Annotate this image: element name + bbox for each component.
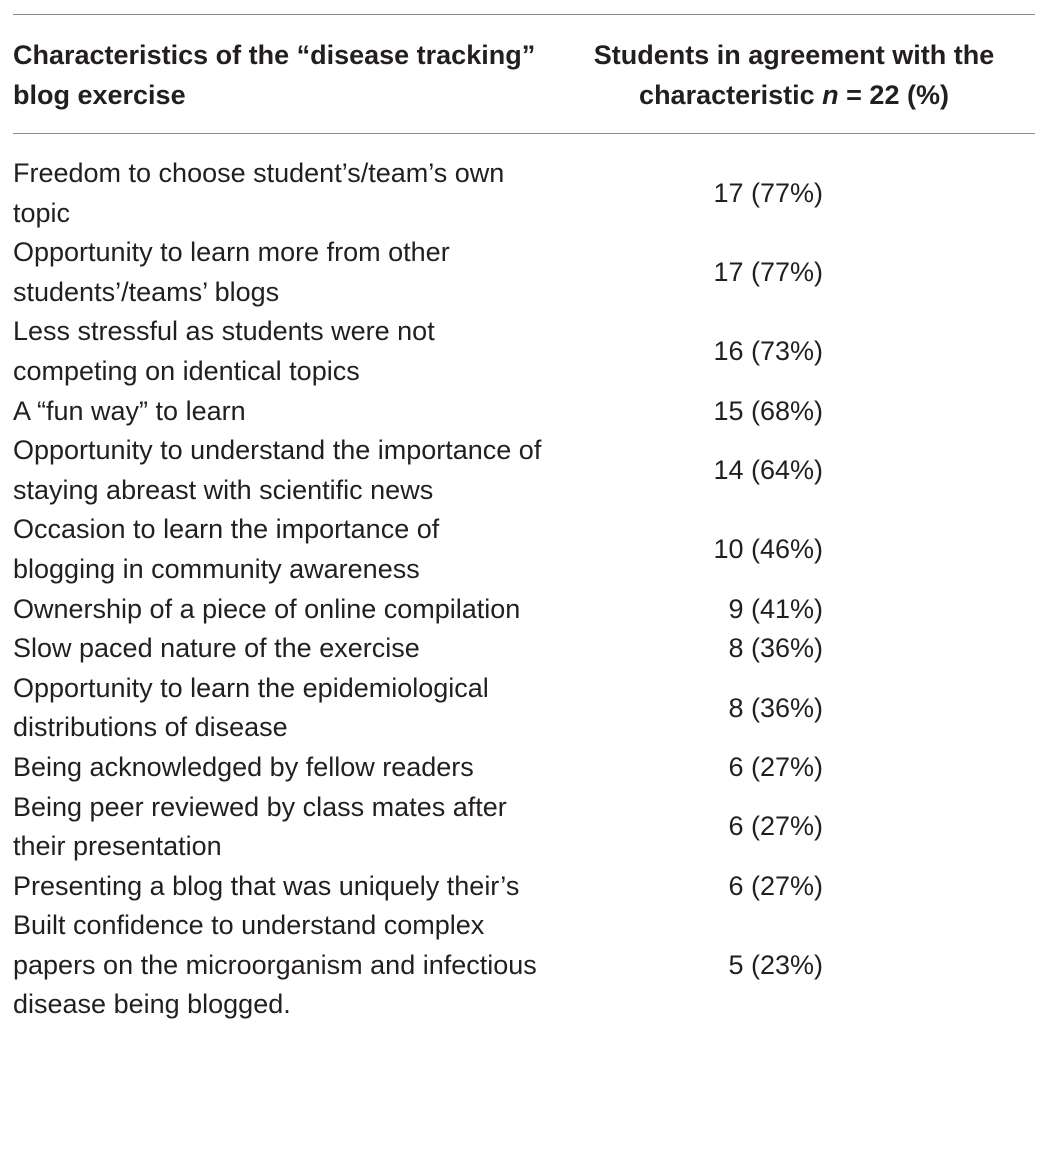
- table-row: [13, 590, 1035, 630]
- table-row: [13, 312, 1035, 391]
- characteristic-cell: Opportunity to learn more from other students’/teams’ blogs: [13, 237, 450, 307]
- agreement-cell: 6 (27%): [728, 811, 823, 842]
- table-row: [13, 669, 1035, 748]
- characteristic-cell: Opportunity to understand the importance of staying abreast with scientific news: [13, 435, 542, 505]
- table-row: [13, 431, 1035, 510]
- table-body: [13, 134, 1035, 1025]
- table-row: [13, 233, 1035, 312]
- agreement-cell: 17 (77%): [713, 256, 823, 287]
- table-row: [13, 748, 1035, 788]
- agreement-cell: 14 (64%): [713, 454, 823, 485]
- header-students-agreement: [553, 33, 1035, 115]
- agreement-cell: 6 (27%): [728, 870, 823, 901]
- characteristic-cell: Being acknowledged by fellow readers: [13, 751, 474, 782]
- header-n-symbol: n: [822, 80, 839, 110]
- agreement-cell: 8 (36%): [728, 692, 823, 723]
- characteristic-cell: Less stressful as students were not competing on identical topics: [13, 316, 435, 386]
- table-row: [13, 392, 1035, 432]
- characteristic-cell: A “fun way” to learn: [13, 395, 246, 426]
- agreement-cell: 17 (77%): [713, 177, 823, 208]
- table-row: [13, 788, 1035, 867]
- agreement-cell: 16 (73%): [713, 336, 823, 367]
- header-students-text: Students in agreement with the characteristic: [593, 40, 995, 110]
- agreement-cell: 10 (46%): [713, 534, 823, 565]
- characteristic-cell: Being peer reviewed by class mates after their presentation: [13, 791, 507, 862]
- agreement-cell: 9 (41%): [728, 593, 823, 624]
- table-row: [13, 867, 1035, 907]
- table-header: [13, 15, 1035, 133]
- characteristics-table: [13, 14, 1035, 1025]
- characteristic-cell: Built confidence to understand complex papers on the microorganism and infectious disease being blogged.: [13, 910, 537, 1020]
- characteristic-cell: Slow paced nature of the exercise: [13, 633, 420, 664]
- characteristic-cell: Opportunity to learn the epidemiological distributions of disease: [13, 672, 489, 743]
- table-row: [13, 629, 1035, 669]
- agreement-cell: 15 (68%): [713, 395, 823, 426]
- characteristic-cell: Presenting a blog that was uniquely their’s: [13, 870, 520, 901]
- characteristic-cell: Occasion to learn the importance of blogging in community awareness: [13, 514, 440, 584]
- characteristic-cell: Freedom to choose student’s/team’s own topic: [13, 158, 505, 228]
- table-row: [13, 154, 1035, 233]
- header-n-value: = 22 (%): [838, 80, 949, 110]
- header-characteristics: Characteristics of the “disease tracking” blog exercise: [13, 40, 536, 110]
- agreement-cell: 5 (23%): [728, 949, 823, 980]
- agreement-cell: 8 (36%): [728, 633, 823, 664]
- agreement-cell: 6 (27%): [728, 751, 823, 782]
- characteristic-cell: Ownership of a piece of online compilation: [13, 593, 521, 624]
- table-row: [13, 510, 1035, 589]
- table-row: [13, 906, 1035, 1025]
